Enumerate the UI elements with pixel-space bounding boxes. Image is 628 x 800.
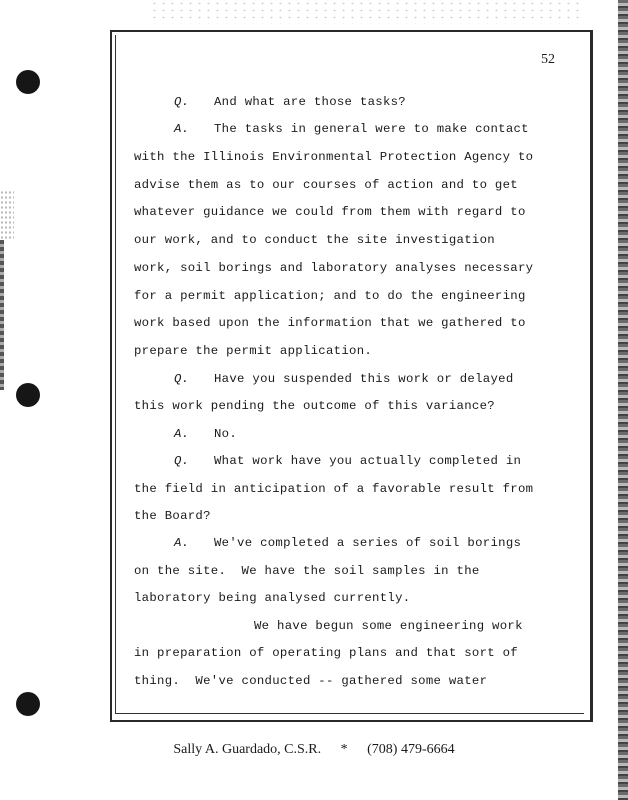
scan-edge-right (618, 0, 628, 800)
transcript-line (174, 427, 237, 441)
speaker-label: Q. (174, 372, 190, 386)
transcript-line: thing. We've conducted -- gathered some water (134, 674, 488, 688)
transcript-line (174, 454, 521, 468)
line-text: Have you suspended this work or delayed (214, 372, 514, 386)
scan-edge-left (0, 240, 4, 390)
punch-hole-icon (16, 70, 40, 94)
transcript-line: this work pending the outcome of this variance? (134, 399, 495, 413)
punch-hole-icon (16, 692, 40, 716)
transcript-line: the Board? (134, 509, 211, 523)
transcript-line: our work, and to conduct the site investigation (134, 233, 495, 247)
transcript-line (174, 372, 514, 386)
transcript-line (174, 95, 406, 109)
reporter-footer (0, 742, 628, 758)
line-text: We've completed a series of soil borings (214, 536, 522, 550)
speaker-label: A. (174, 536, 190, 550)
scan-noise-left (0, 190, 14, 240)
speaker-label: A. (174, 427, 190, 441)
reporter-phone: (708) 479-6664 (367, 742, 455, 757)
transcript-line: whatever guidance we could from them with regard to (134, 205, 526, 219)
footer-separator: * (340, 742, 348, 757)
transcript-line (174, 122, 529, 136)
page-number: 52 (541, 52, 555, 67)
transcript-line: for a permit application; and to do the engineering (134, 289, 526, 303)
speaker-label: Q. (174, 454, 190, 468)
speaker-label: Q. (174, 95, 190, 109)
punch-hole-icon (16, 383, 40, 407)
transcript-line: advise them as to our courses of action and to get (134, 178, 518, 192)
line-text: What work have you actually completed in (214, 454, 522, 468)
reporter-name: Sally A. Guardado, C.S.R. (173, 742, 322, 757)
scan-noise-top (150, 0, 580, 24)
speaker-label: A. (174, 122, 190, 136)
line-text: No. (214, 427, 238, 441)
transcript-line (174, 536, 521, 550)
transcript-line: We have begun some engineering work (254, 619, 523, 633)
transcript-line: in preparation of operating plans and that sort of (134, 646, 518, 660)
transcript-line: prepare the permit application. (134, 344, 373, 358)
line-text: And what are those tasks? (214, 95, 406, 109)
transcript-line: work based upon the information that we gathered to (134, 316, 526, 330)
transcript-line: on the site. We have the soil samples in the (134, 564, 480, 578)
line-text: The tasks in general were to make contact (214, 122, 529, 136)
transcript-line: work, soil borings and laboratory analyses necessary (134, 261, 534, 275)
transcript-line: laboratory being analysed currently. (134, 591, 411, 605)
transcript-line: the field in anticipation of a favorable result from (134, 482, 534, 496)
transcript-line: with the Illinois Environmental Protection Agency to (134, 150, 534, 164)
